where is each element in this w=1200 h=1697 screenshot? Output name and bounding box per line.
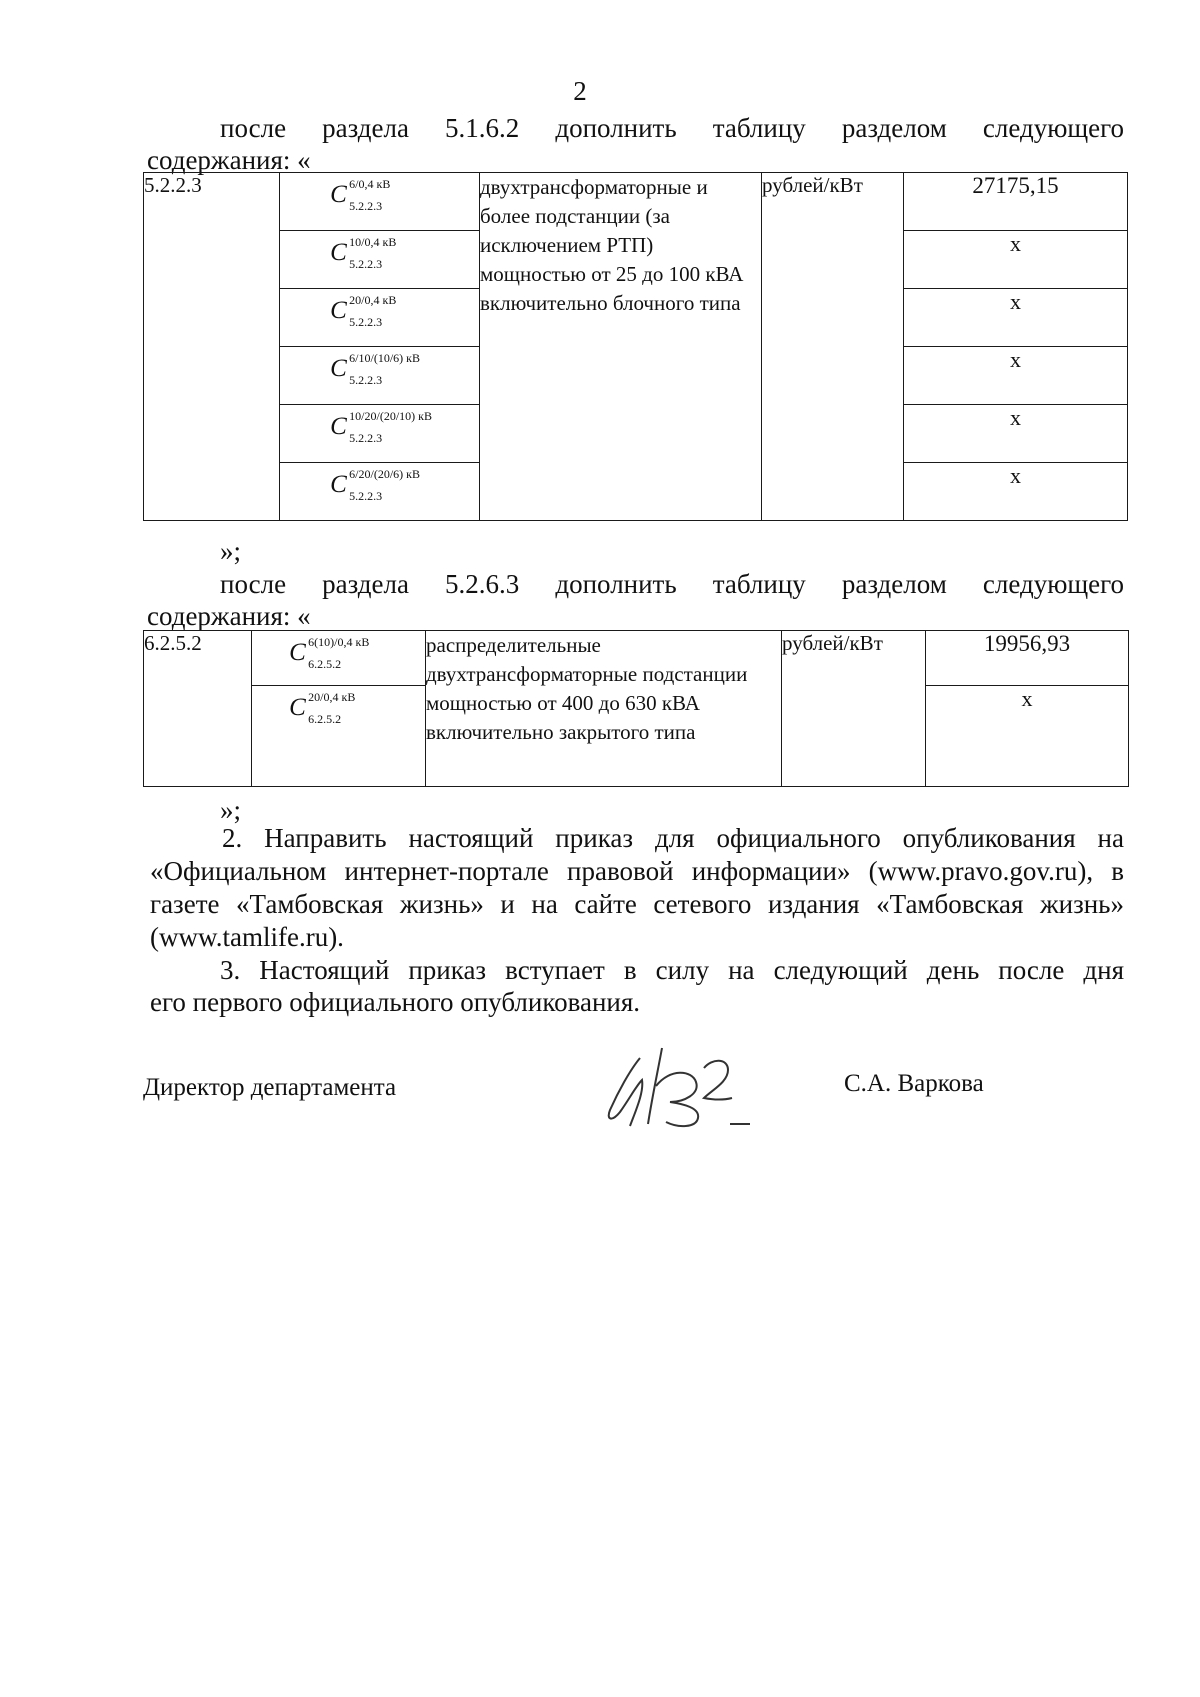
- section-code: 6.2.5.2: [144, 631, 252, 787]
- intro1-word: дополнить: [555, 113, 677, 143]
- intro2-word: раздела: [322, 569, 409, 599]
- quote-close-1: »;: [220, 536, 242, 566]
- item-3-number: 3.: [220, 955, 241, 985]
- intro1-word: разделом: [841, 113, 947, 143]
- intro1-word: 5.1.6.2: [445, 113, 520, 143]
- item-2-paragraph: 2. Направить настоящий приказ для официального опубликования на «Официальном интернет-портале правовой информации» (www.pravo.gov.ru), в газете «Тамбовская жизнь» и на сайте сетевого издания «Тамбовская жизнь» (www.tamlife.ru).: [150, 823, 1124, 952]
- value-cell: х: [904, 347, 1128, 405]
- signatory-name: С.А. Варкова: [844, 1070, 984, 1097]
- signatory-title: Директор департамента: [143, 1074, 397, 1101]
- intro2-word: разделом: [841, 569, 947, 599]
- intro2-word: дополнить: [555, 569, 677, 599]
- intro1-word: таблицу: [712, 113, 806, 143]
- tariff-symbol-cell: [280, 463, 480, 521]
- item-3-line1: [220, 954, 1124, 987]
- tariff-symbol-cell: [280, 347, 480, 405]
- intro-paragraph-2: [220, 568, 1124, 601]
- tariff-symbol-cell: [280, 231, 480, 289]
- intro-paragraph-2-line2: содержания: «: [147, 601, 311, 631]
- tariff-symbol: C 6/10/(10/6) кВ 5.2.2.3: [330, 351, 420, 387]
- intro2-word: после: [220, 569, 287, 599]
- tariff-symbol-cell: [252, 631, 426, 686]
- intro2-word: 5.2.6.3: [445, 569, 520, 599]
- unit-cell: рублей/кВт: [762, 173, 904, 521]
- item-3-line2: его первого официального опубликования.: [150, 987, 641, 1017]
- tariff-symbol: C 6/0,4 кВ 5.2.2.3: [330, 177, 391, 213]
- table-row: [144, 173, 1128, 231]
- handwritten-signature: [600, 1040, 760, 1140]
- value-cell: х: [904, 463, 1128, 521]
- tariff-symbol: C 20/0,4 кВ 6.2.5.2: [289, 690, 356, 726]
- quote-close-2: »;: [220, 795, 242, 825]
- tariff-table-2: [143, 630, 1129, 787]
- value-cell: 27175,15: [904, 173, 1128, 231]
- tariff-symbol: C 6/20/(20/6) кВ 5.2.2.3: [330, 467, 420, 503]
- intro-paragraph-1-line2: содержания: «: [147, 145, 311, 175]
- tariff-symbol-cell: [280, 289, 480, 347]
- tariff-symbol: C 10/20/(20/10) кВ 5.2.2.3: [330, 409, 432, 445]
- tariff-symbol: C 6(10)/0,4 кВ 6.2.5.2: [289, 635, 370, 671]
- item-3-text: Настоящий приказ вступает в силу на следующий день после дня: [259, 955, 1125, 985]
- section-code: 5.2.2.3: [144, 173, 280, 521]
- intro1-word: раздела: [322, 113, 409, 143]
- tariff-symbol: C 10/0,4 кВ 5.2.2.3: [330, 235, 397, 271]
- tariff-symbol-cell: [252, 686, 426, 787]
- unit-cell: рублей/кВт: [782, 631, 926, 787]
- intro-paragraph-1: [220, 112, 1124, 145]
- tariff-symbol-cell: [280, 405, 480, 463]
- value-cell: 19956,93: [926, 631, 1129, 686]
- intro1-word: следующего: [982, 113, 1125, 143]
- tariff-table-1: [143, 172, 1128, 521]
- intro1-word: после: [220, 113, 287, 143]
- section-description: распределительные двухтрансформаторные подстанции мощностью от 400 до 630 кВА включительно закрытого типа: [426, 631, 782, 787]
- tariff-symbol-cell: [280, 173, 480, 231]
- value-cell: х: [904, 289, 1128, 347]
- tariff-symbol: C 20/0,4 кВ 5.2.2.3: [330, 293, 397, 329]
- section-description: двухтрансформаторные и более подстанции (за исключением РТП) мощностью от 25 до 100 кВА включительно блочного типа: [480, 173, 762, 521]
- value-cell: х: [926, 686, 1129, 787]
- intro2-word: следующего: [982, 569, 1125, 599]
- value-cell: х: [904, 405, 1128, 463]
- intro2-word: таблицу: [712, 569, 806, 599]
- value-cell: х: [904, 231, 1128, 289]
- table-row: [144, 631, 1129, 686]
- page-number: 2: [573, 76, 587, 106]
